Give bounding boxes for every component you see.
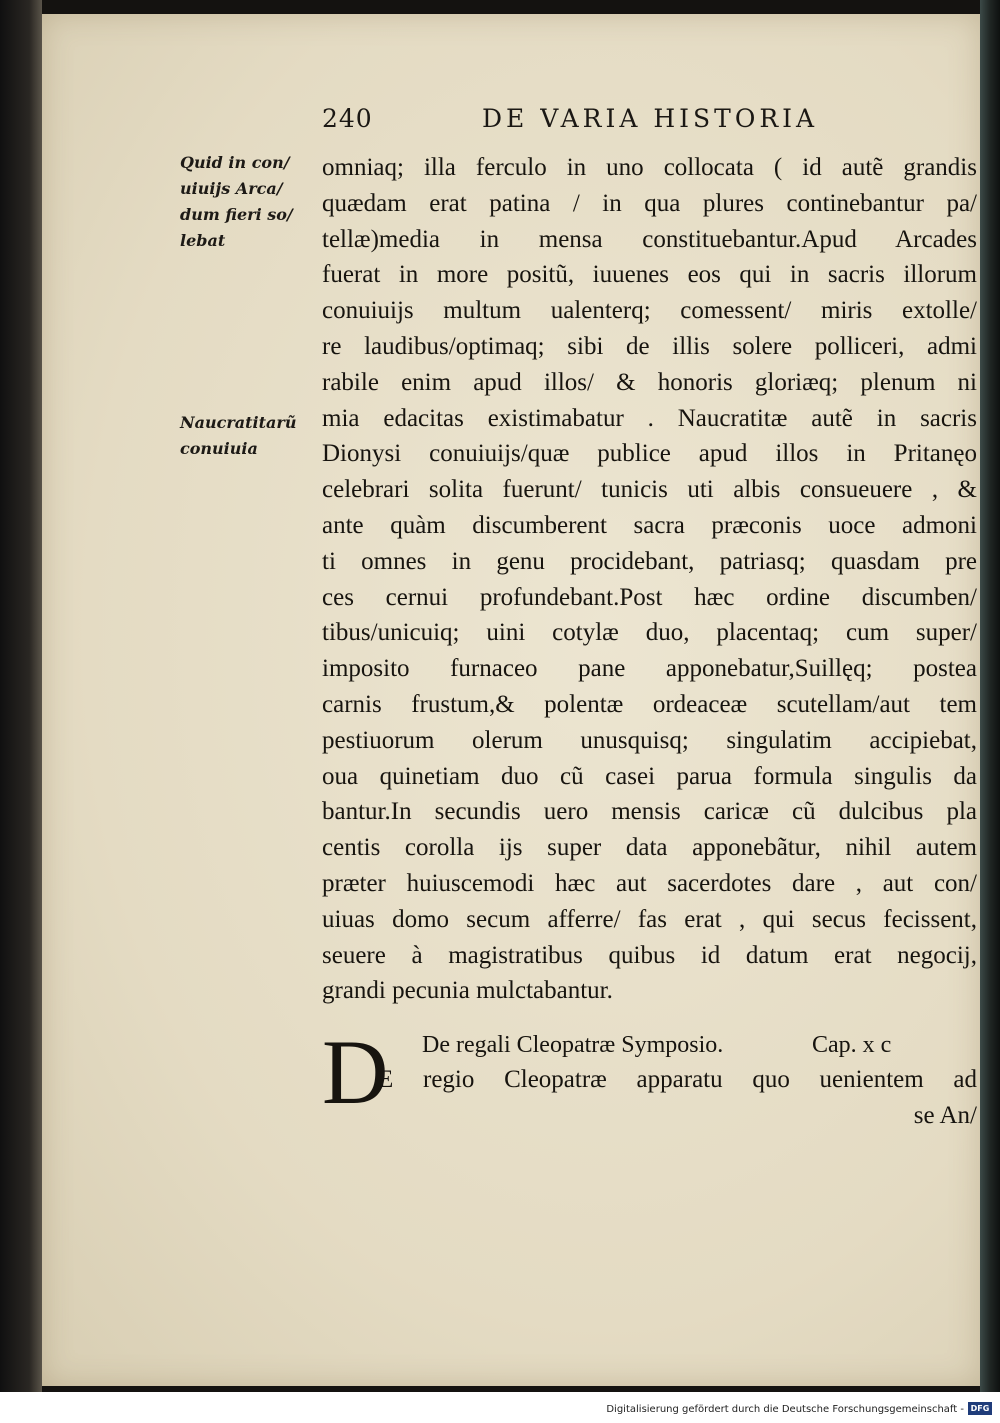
dfg-logo-icon: DFG bbox=[968, 1402, 992, 1415]
text-line: quædam erat patina / in qua plures continebantur pa/ bbox=[322, 189, 977, 217]
text-line: oua quinetiam duo cũ casei parua formula singulis da bbox=[322, 762, 977, 790]
chapter-title-text: De regali Cleopatræ Symposio. bbox=[422, 1032, 724, 1058]
chapter-text bbox=[378, 1062, 977, 1134]
text-line: bantur.In secundis uero mensis caricæ cũ dulcibus pla bbox=[322, 798, 977, 826]
text-line: uiuas domo secum afferre/ fas erat , qui secus fecissent, bbox=[322, 905, 977, 933]
text-line: præter huiuscemodi hæc aut sacerdotes dare , aut con/ bbox=[322, 869, 977, 897]
text-line: pestiuorum olerum unusquisq; singulatim accipiebat, bbox=[322, 726, 977, 754]
text-line: fuerat in more positũ, iuuenes eos qui in sacris illorum bbox=[322, 261, 977, 289]
chapter-number: Cap. x c bbox=[812, 1032, 892, 1058]
book-edge-right bbox=[980, 0, 1000, 1392]
text-line: tibus/unicuiq; uini cotylæ duo, placentaq; cum super/ bbox=[322, 619, 977, 647]
text-line: E regio Cleopatræ apparatu quo uenientem ad bbox=[378, 1066, 977, 1093]
text-line: grandi pecunia mulctabantur. bbox=[322, 977, 613, 1005]
drop-cap-initial: D bbox=[322, 1021, 389, 1123]
text-line: tellæ)media in mensa constituebantur.Apud Arcades bbox=[322, 225, 977, 253]
chapter-title bbox=[422, 1028, 977, 1062]
running-head bbox=[322, 104, 818, 133]
marginal-note-line: lebat bbox=[180, 231, 226, 250]
text-line: Dionysi conuiuijs/quæ publice apud illos in Pritanęo bbox=[322, 440, 977, 468]
text-line: re laudibus/optimaq; sibi de illis solere polliceri, admi bbox=[322, 332, 977, 360]
running-title: DE VARIA HISTORIA bbox=[482, 104, 819, 133]
text-line: celebrari solita fuerunt/ tunicis uti albis consueuere , & bbox=[322, 476, 977, 504]
text-line: ti omnes in genu procidebant, patriasq; quasdam pre bbox=[322, 547, 977, 575]
page-number: 240 bbox=[322, 104, 373, 133]
text-line: se An/ bbox=[913, 1102, 977, 1129]
text-line: seuere à magistratibus quibus id datum erat negocij, bbox=[322, 941, 977, 969]
marginal-note-line: Quid in con/ bbox=[180, 153, 290, 172]
marginal-note-line: conuiuia bbox=[180, 439, 258, 458]
book-binding-edge-left bbox=[0, 0, 42, 1392]
text-line: carnis frustum,& polentæ ordeaceæ scutellam/aut tem bbox=[322, 690, 977, 718]
text-line: conuiuijs multum ualenterq; comessent/ miris extolle/ bbox=[322, 297, 977, 325]
marginal-note-arcades bbox=[180, 150, 293, 254]
text-line: omniaq; illa ferculo in uno collocata ( id autẽ grandis bbox=[322, 154, 977, 181]
text-line: centis corolla ijs super data apponebãtur, nihil autem bbox=[322, 834, 977, 862]
body-text bbox=[322, 150, 977, 1009]
digitization-credit: Digitalisierung gefördert durch die Deutsche Forschungsgemeinschaft - bbox=[606, 1404, 964, 1415]
marginal-note-line: uiuijs Arca/ bbox=[180, 179, 283, 198]
marginal-note-naucratitae bbox=[180, 410, 296, 462]
text-line: ces cernui profundebant.Post hæc ordine discumben/ bbox=[322, 583, 977, 611]
marginal-note-line: dum fieri so/ bbox=[180, 205, 293, 224]
text-line: rabile enim apud illos/ & honoris gloriæq; plenum ni bbox=[322, 368, 977, 396]
text-line: imposito furnaceo pane apponebatur,Suillęq; postea bbox=[322, 655, 977, 683]
text-line: mia edacitas existimabatur . Naucratitæ autẽ in sacris bbox=[322, 404, 977, 432]
marginal-note-line: Naucratitarũ bbox=[180, 413, 297, 432]
text-line: ante quàm discumberent sacra præconis uoce admoni bbox=[322, 511, 977, 539]
